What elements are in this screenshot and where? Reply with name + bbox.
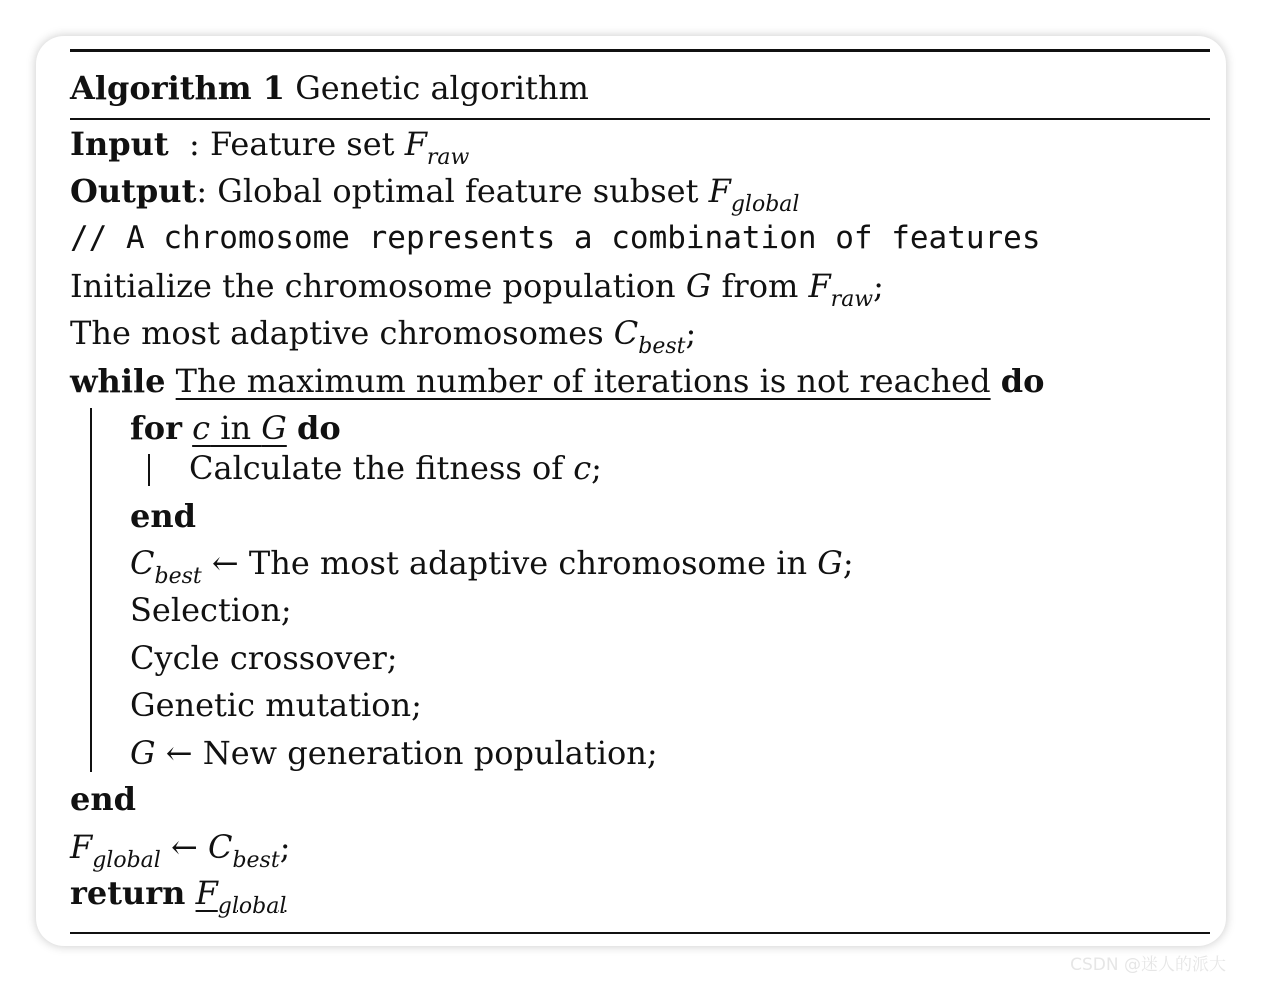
new-gen-var: G — [130, 734, 156, 772]
output-keyword: Output — [70, 172, 197, 210]
fitness-var: c — [573, 449, 592, 487]
end-while-keyword: end — [70, 780, 136, 818]
for-condition — [192, 409, 287, 447]
assign-sub2: best — [232, 848, 280, 873]
input-text: : Feature set — [189, 125, 405, 163]
best-end: ; — [842, 544, 854, 582]
for-in: in — [210, 409, 262, 447]
end-for-keyword: end — [130, 497, 196, 535]
output-sub: global — [730, 192, 800, 217]
adaptive-text: The most adaptive chromosomes — [70, 314, 614, 352]
caption-rule — [70, 118, 1210, 120]
assign-end: ; — [279, 828, 291, 866]
input-line — [70, 124, 469, 169]
fitness-end: ; — [591, 449, 602, 487]
while-condition: The maximum number of iterations is not reached — [175, 362, 991, 400]
fitness-text: Calculate the fitness of — [189, 449, 574, 487]
input-sub: raw — [426, 145, 470, 170]
init-var-f: F — [808, 267, 831, 305]
while-keyword: while — [70, 362, 166, 400]
for-do: do — [296, 409, 341, 447]
init-end: ; — [873, 267, 884, 305]
init-line — [70, 266, 884, 311]
adaptive-end: ; — [685, 314, 697, 352]
input-var: F — [404, 125, 427, 163]
for-var-c: c — [192, 409, 211, 447]
while-block-bar — [90, 408, 92, 772]
assign-arrow: ← — [160, 828, 208, 866]
adaptive-var: C — [613, 314, 639, 352]
watermark: CSDN @迷人的派大 — [1070, 955, 1226, 975]
while-do: do — [1000, 362, 1045, 400]
bottom-rule — [70, 932, 1210, 934]
for-keyword: for — [130, 409, 182, 447]
adaptive-line — [70, 313, 696, 358]
adaptive-sub: best — [638, 334, 686, 359]
algorithm-label: Algorithm 1 — [70, 69, 286, 107]
init-text: Initialize the chromosome population — [70, 267, 686, 305]
for-block-bar — [148, 454, 150, 486]
return-sub: global — [217, 894, 287, 919]
best-update-line — [130, 543, 854, 588]
return-var: F — [195, 874, 218, 912]
best-var: C — [130, 544, 155, 582]
assign-var: F — [70, 828, 93, 866]
init-var-g: G — [685, 267, 712, 305]
assign-var2: C — [207, 828, 233, 866]
for-line — [130, 408, 341, 448]
input-keyword: Input — [70, 125, 169, 163]
best-var-g: G — [817, 544, 843, 582]
top-rule — [70, 49, 1210, 52]
fitness-line — [189, 448, 602, 488]
selection-line: Selection; — [130, 591, 292, 629]
return-value — [195, 874, 287, 919]
output-var: F — [708, 172, 731, 210]
for-var-g: G — [261, 409, 287, 447]
mutation-line: Genetic mutation; — [130, 686, 422, 724]
best-sub: best — [154, 564, 202, 589]
algorithm-title: Genetic algorithm — [295, 69, 589, 107]
assign-line — [70, 827, 290, 872]
new-gen-line — [130, 733, 658, 773]
best-arrow-text: ← The most adaptive chromosome in — [201, 544, 818, 582]
new-gen-text: ← New generation population; — [155, 734, 658, 772]
output-line — [70, 171, 799, 216]
output-text: : Global optimal feature subset — [196, 172, 709, 210]
crossover-line: Cycle crossover; — [130, 639, 398, 677]
init-from: from — [711, 267, 809, 305]
comment-line: // A chromosome represents a combination of features — [70, 220, 1041, 256]
return-keyword: return — [70, 874, 186, 912]
while-line — [70, 361, 1044, 401]
algorithm-caption — [70, 68, 589, 108]
init-sub: raw — [830, 287, 874, 312]
assign-sub: global — [92, 848, 161, 873]
return-line — [70, 873, 286, 918]
